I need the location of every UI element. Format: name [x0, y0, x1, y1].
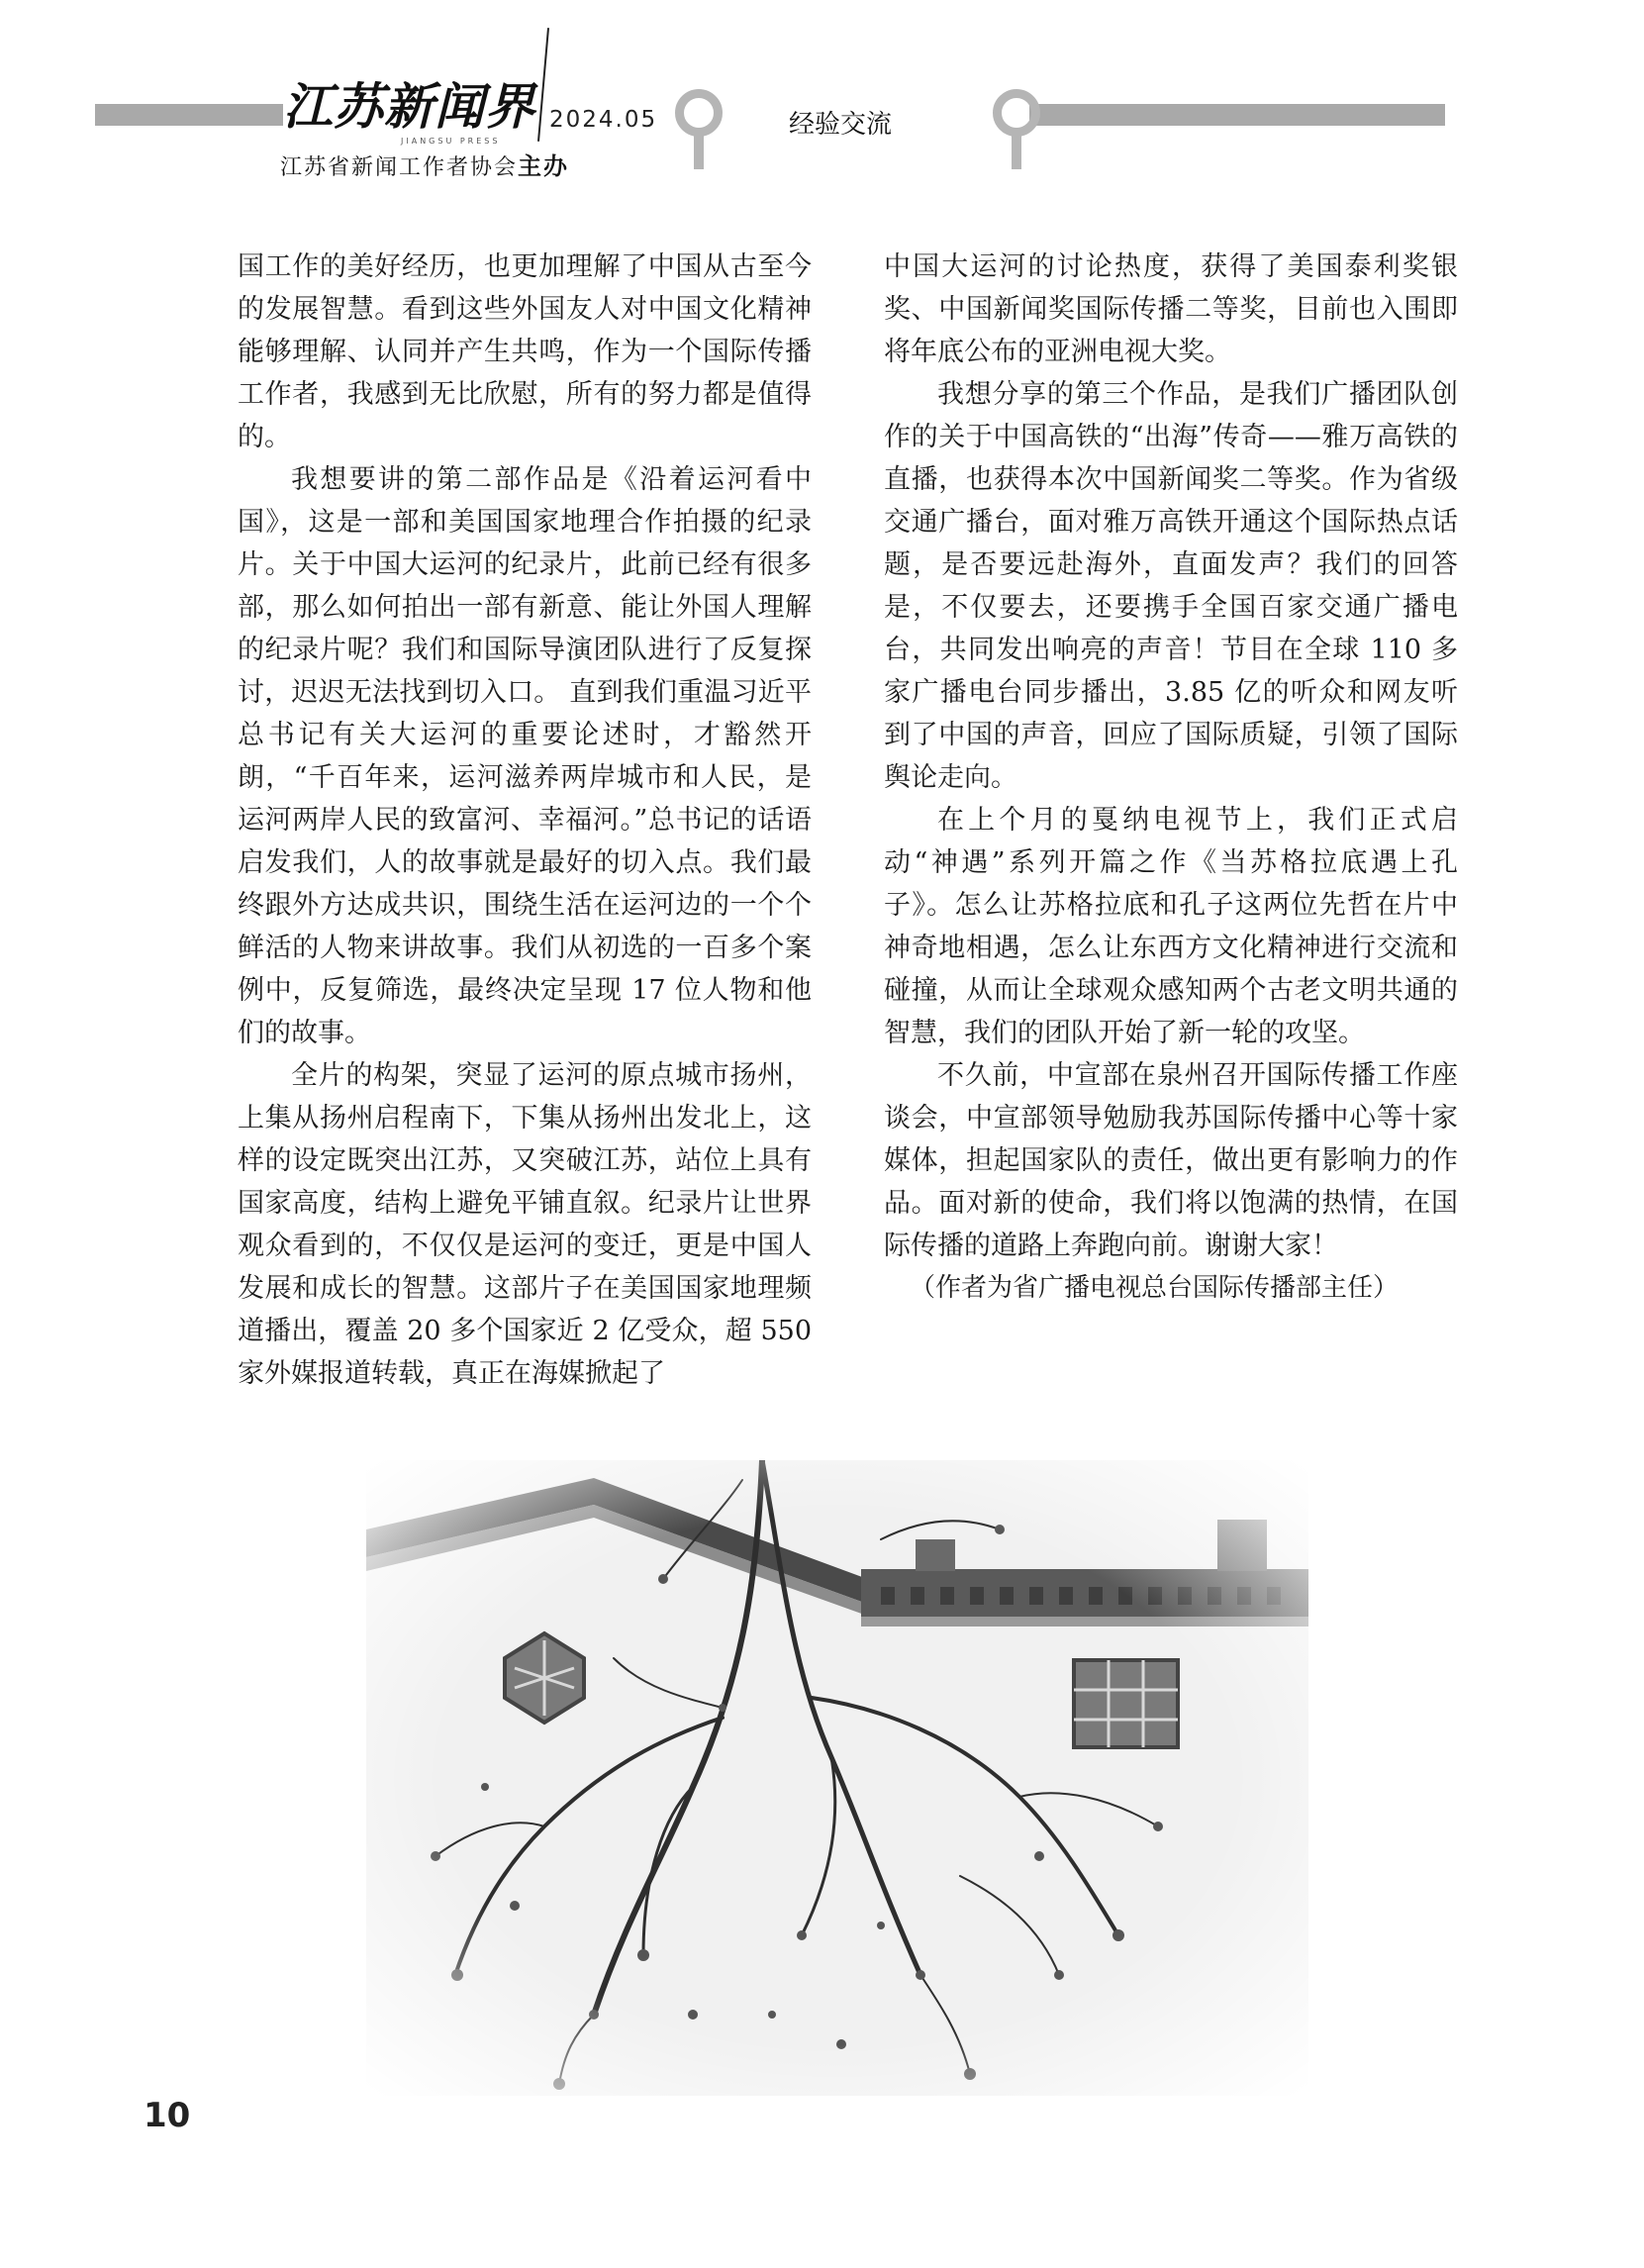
photo-vignette [366, 1460, 1308, 2096]
header-divider [537, 28, 549, 142]
publisher-role: 主办 [518, 152, 570, 180]
publisher-line [280, 147, 569, 181]
author-note: （作者为省广播电视总台国际传播部主任） [910, 1273, 1400, 1303]
body-paragraph: 全片的构架，突显了运河的原点城市扬州，上集从扬州启程南下，下集从扬州出发北上，这样的设定既突出江苏，又突破江苏，站位上具有国家高度，结构上避免平铺直叙。纪录片让世界观众看到的，不仅仅是运河的变迁，更是中国人发展和成长的智慧。这部片子在美国国家地理频道播出，覆盖 20 多个国家近 2 亿受众，超 550 家外媒报道转载，真正在海媒掀起了 [238, 1060, 812, 1389]
body-paragraph: 在上个月的戛纳电视节上，我们正式启动“神遇”系列开篇之作《当苏格拉底遇上孔子》。怎么让苏格拉底和孔子这两位先哲在片中神奇地相遇，怎么让东西方文化精神进行交流和碰撞，从而让全球观众感知两个古老文明共通的智慧，我们的团队开始了新一轮的攻坚。 [884, 805, 1458, 1048]
journal-masthead: 江苏新闻界 [283, 78, 535, 136]
header-bar-right [1029, 104, 1445, 126]
body-paragraph: 我想要讲的第二部作品是《沿着运河看中国》，这是一部和美国国家地理合作拍摄的纪录片。关于中国大运河的纪录片，此前已经有很多部，那么如何拍出一部有新意、能让外国人理解的纪录片呢？我们和国际导演团队进行了反复探讨，迟迟无法找到切入口。 直到我们重温习近平总书记有关大运河的重要论述时，才豁然开朗，“千百年来，运河滋养两岸城市和人民，是运河两岸人民的致富河、幸福河。”总书记的话语启发我们，人的故事就是最好的切入点。我们最终跟外方达成共识，围绕生活在运河边的一个个鲜活的人物来讲故事。我们从初选的一百多个案例中，反复筛选，最终决定呈现 17 位人物和他们的故事。 [238, 464, 812, 1048]
journal-masthead-subtitle: JIANGSU PRESS [401, 137, 501, 146]
decorative-photo [366, 1460, 1308, 2096]
left-column [238, 246, 812, 1395]
right-column [884, 246, 1458, 1310]
body-paragraph: 不久前，中宣部在泉州召开国际传播工作座谈会，中宣部领导勉励我苏国际传播中心等十家媒体，担起国家队的责任，做出更有影响力的作品。面对新的使命，我们将以饱满的热情，在国际传播的道路上奔跑向前。谢谢大家！ [884, 1060, 1458, 1261]
body-paragraph: 国工作的美好经历，也更加理解了中国从古至今的发展智慧。看到这些外国友人对中国文化精神能够理解、认同并产生共鸣，作为一个国际传播工作者，我感到无比欣慰，所有的努力都是值得的。 [238, 251, 812, 452]
pin-icon [675, 89, 723, 137]
publisher-name: 江苏省新闻工作者协会 [280, 155, 519, 180]
header-bar-left [95, 104, 283, 126]
body-paragraph: 中国大运河的讨论热度，获得了美国泰利奖银奖、中国新闻奖国际传播二等奖，目前也入围即将年底公布的亚洲电视大奖。 [884, 251, 1458, 367]
body-paragraph: 我想分享的第三个作品，是我们广播团队创作的关于中国高铁的“出海”传奇——雅万高铁的直播，也获得本次中国新闻奖二等奖。作为省级交通广播台，面对雅万高铁开通这个国际热点话题，是否要远赴海外，直面发声？我们的回答是，不仅要去，还要携手全国百家交通广播电台，共同发出响亮的声音！节目在全球 110 多家广播电台同步播出，3.85 亿的听众和网友听到了中国的声音，回应了国际质疑，引领了国际舆论走向。 [884, 379, 1458, 793]
issue-number: 2024.05 [549, 107, 658, 133]
page-number: 10 [144, 2096, 191, 2135]
section-title: 经验交流 [789, 110, 893, 140]
pin-icon [993, 89, 1040, 137]
